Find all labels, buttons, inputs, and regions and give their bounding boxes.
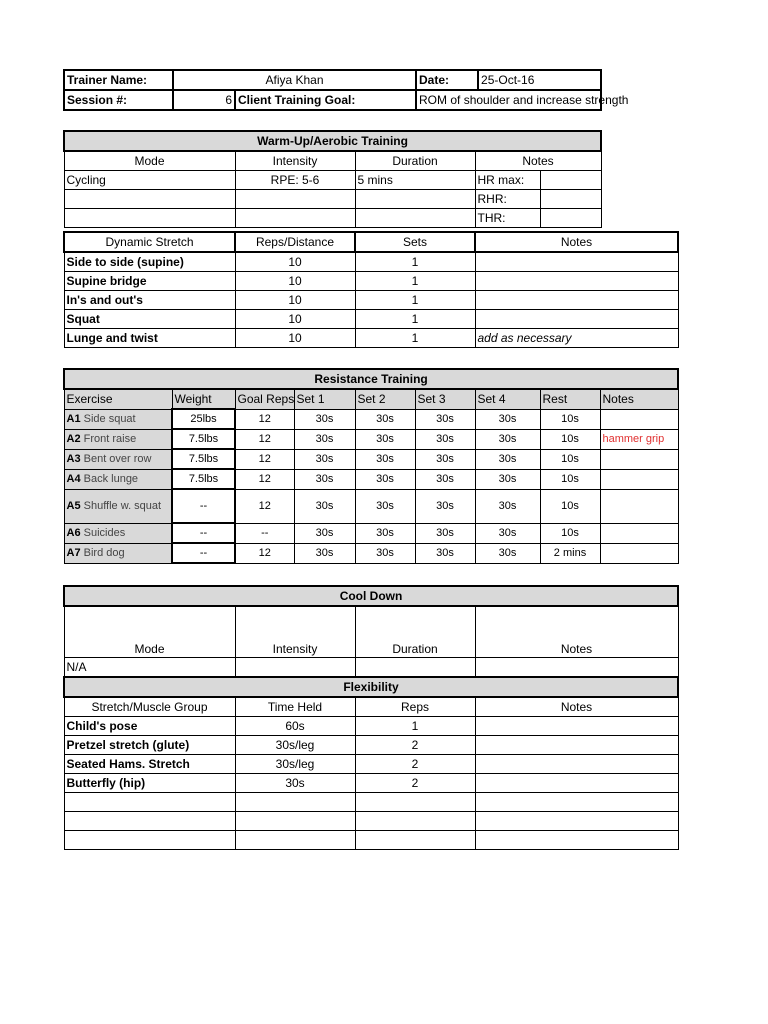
resistance-row	[64, 429, 678, 449]
goal-reps-cell[interactable]: 12	[235, 489, 294, 523]
warmup-empty-cell[interactable]	[355, 209, 475, 228]
dynamic-notes-cell[interactable]	[475, 291, 678, 310]
dynamic-col-stretch: Dynamic Stretch	[64, 232, 235, 252]
flex-row	[64, 812, 678, 831]
dynamic-stretch-name[interactable]: Supine bridge	[64, 272, 235, 291]
resistance-row	[64, 449, 678, 469]
set1-cell[interactable]: 30s	[294, 469, 355, 489]
dynamic-col-notes: Notes	[475, 232, 678, 252]
flexibility-title: Flexibility	[64, 677, 678, 697]
exercise-code: A2	[66, 433, 81, 445]
resistance-notes-cell[interactable]: hammer grip	[600, 429, 678, 449]
exercise-cell[interactable]	[64, 523, 172, 543]
flex-row	[64, 793, 678, 812]
flex-row	[64, 831, 678, 850]
exercise-cell[interactable]	[64, 469, 172, 489]
exercise-code: A5	[66, 500, 81, 512]
goal-reps-cell[interactable]: 12	[235, 469, 294, 489]
set1-cell[interactable]: 30s	[294, 523, 355, 543]
weight-cell[interactable]: --	[172, 523, 235, 543]
flex-stretch-name[interactable]	[64, 831, 235, 850]
dynamic-row	[64, 272, 678, 291]
flex-row	[64, 736, 678, 755]
dynamic-row	[64, 310, 678, 329]
warmup-intensity-cell[interactable]: RPE: 5-6	[235, 171, 355, 190]
exercise-name: Front raise	[83, 433, 137, 445]
flex-reps-cell[interactable]: 2	[355, 774, 475, 793]
dynamic-col-reps: Reps/Distance	[235, 232, 355, 252]
set1-cell[interactable]: 30s	[294, 489, 355, 523]
resistance-col-set3: Set 3	[415, 389, 475, 409]
weight-cell[interactable]: 7.5lbs	[172, 449, 235, 469]
dynamic-stretch-name[interactable]: Squat	[64, 310, 235, 329]
rest-cell[interactable]: 10s	[540, 409, 600, 429]
exercise-cell[interactable]	[64, 449, 172, 469]
date-label: Date:	[416, 70, 478, 90]
dynamic-notes-cell[interactable]	[475, 272, 678, 291]
flex-time-cell[interactable]	[235, 793, 355, 812]
rest-cell[interactable]: 10s	[540, 449, 600, 469]
rest-cell[interactable]: 10s	[540, 489, 600, 523]
warmup-title: Warm-Up/Aerobic Training	[64, 131, 601, 151]
weight-cell[interactable]: --	[172, 543, 235, 563]
set2-cell[interactable]: 30s	[355, 523, 415, 543]
rhr-label: RHR:	[475, 190, 540, 209]
resistance-col-weight: Weight	[172, 389, 235, 409]
cooldown-col-duration: Duration	[355, 606, 475, 658]
goal-reps-cell[interactable]: 12	[235, 449, 294, 469]
resistance-col-exercise: Exercise	[64, 389, 172, 409]
dynamic-sets-cell[interactable]: 1	[355, 310, 475, 329]
warmup-col-duration: Duration	[355, 151, 475, 171]
resistance-col-goal-reps: Goal Reps	[235, 389, 294, 409]
exercise-name: Suicides	[83, 527, 126, 539]
set1-cell[interactable]: 30s	[294, 449, 355, 469]
flex-notes-cell[interactable]	[475, 774, 678, 793]
warmup-empty-cell[interactable]	[64, 209, 235, 228]
goal-reps-cell[interactable]: 12	[235, 409, 294, 429]
flex-time-cell[interactable]: 30s/leg	[235, 755, 355, 774]
warmup-empty-cell[interactable]	[235, 209, 355, 228]
warmup-col-intensity: Intensity	[235, 151, 355, 171]
thr-label: THR:	[475, 209, 540, 228]
exercise-code: A7	[66, 547, 81, 559]
warmup-table	[63, 130, 602, 228]
flex-row	[64, 755, 678, 774]
resistance-notes-cell[interactable]	[600, 543, 678, 563]
exercise-code: A3	[66, 453, 81, 465]
weight-cell[interactable]: 7.5lbs	[172, 469, 235, 489]
flex-reps-cell[interactable]	[355, 831, 475, 850]
exercise-name: Bird dog	[83, 547, 125, 559]
exercise-code: A4	[66, 473, 81, 485]
dynamic-sets-cell[interactable]: 1	[355, 252, 475, 272]
goal-reps-cell[interactable]: 12	[235, 429, 294, 449]
warmup-duration-cell[interactable]: 5 mins	[355, 171, 475, 190]
weight-cell[interactable]: 7.5lbs	[172, 429, 235, 449]
set3-cell[interactable]: 30s	[415, 543, 475, 563]
warmup-col-mode: Mode	[64, 151, 235, 171]
dynamic-row	[64, 252, 678, 272]
set3-cell[interactable]: 30s	[415, 449, 475, 469]
cooldown-table	[63, 585, 679, 850]
weight-cell[interactable]: 25lbs	[172, 409, 235, 429]
cooldown-mode-cell[interactable]: N/A	[64, 658, 235, 678]
session-label: Session #:	[64, 90, 173, 110]
dynamic-reps-cell[interactable]: 10	[235, 272, 355, 291]
dynamic-col-sets: Sets	[355, 232, 475, 252]
cooldown-title: Cool Down	[64, 586, 678, 606]
flex-time-cell[interactable]	[235, 812, 355, 831]
warmup-empty-cell[interactable]	[64, 190, 235, 209]
resistance-table	[63, 368, 679, 564]
dynamic-sets-cell[interactable]: 1	[355, 329, 475, 348]
dynamic-notes-cell[interactable]	[475, 310, 678, 329]
set2-cell[interactable]: 30s	[355, 449, 415, 469]
resistance-row	[64, 409, 678, 429]
flex-reps-cell[interactable]	[355, 812, 475, 831]
flex-reps-cell[interactable]: 1	[355, 717, 475, 736]
flex-time-cell[interactable]: 60s	[235, 717, 355, 736]
resistance-col-set1: Set 1	[294, 389, 355, 409]
resistance-row	[64, 469, 678, 489]
session-value[interactable]: 6	[173, 90, 235, 110]
resistance-notes-cell[interactable]	[600, 409, 678, 429]
set3-cell[interactable]: 30s	[415, 523, 475, 543]
flex-notes-cell[interactable]	[475, 717, 678, 736]
dynamic-reps-cell[interactable]: 10	[235, 291, 355, 310]
dynamic-stretch-name[interactable]: Lunge and twist	[64, 329, 235, 348]
flex-col-time: Time Held	[235, 697, 355, 717]
warmup-mode-cell[interactable]: Cycling	[64, 171, 235, 190]
set3-cell[interactable]: 30s	[415, 469, 475, 489]
flex-notes-cell[interactable]	[475, 755, 678, 774]
dynamic-stretch-name[interactable]: In's and out's	[64, 291, 235, 310]
set2-cell[interactable]: 30s	[355, 543, 415, 563]
flex-stretch-name[interactable]: Butterfly (hip)	[64, 774, 235, 793]
dynamic-sets-cell[interactable]: 1	[355, 272, 475, 291]
cooldown-intensity-cell[interactable]	[235, 658, 355, 678]
exercise-name: Side squat	[83, 413, 136, 425]
set1-cell[interactable]: 30s	[294, 543, 355, 563]
set4-cell[interactable]: 30s	[475, 489, 540, 523]
exercise-code: A1	[66, 413, 81, 425]
exercise-cell[interactable]	[64, 429, 172, 449]
flex-stretch-name[interactable]: Pretzel stretch (glute)	[64, 736, 235, 755]
flex-col-reps: Reps	[355, 697, 475, 717]
flex-time-cell[interactable]	[235, 831, 355, 850]
resistance-notes-cell[interactable]	[600, 469, 678, 489]
set2-cell[interactable]: 30s	[355, 429, 415, 449]
flex-stretch-name[interactable]	[64, 812, 235, 831]
trainer-name-value[interactable]: Afiya Khan	[173, 70, 416, 90]
resistance-title: Resistance Training	[64, 369, 678, 389]
resistance-col-set4: Set 4	[475, 389, 540, 409]
dynamic-reps-cell[interactable]: 10	[235, 310, 355, 329]
resistance-col-set2: Set 2	[355, 389, 415, 409]
hr-max-label: HR max:	[475, 171, 540, 190]
cooldown-col-mode: Mode	[64, 606, 235, 658]
dynamic-reps-cell[interactable]: 10	[235, 329, 355, 348]
flex-notes-cell[interactable]	[475, 812, 678, 831]
goal-label	[235, 90, 416, 110]
set4-cell[interactable]: 30s	[475, 543, 540, 563]
set3-cell[interactable]: 30s	[415, 429, 475, 449]
flex-col-stretch: Stretch/Muscle Group	[64, 697, 235, 717]
warmup-empty-cell[interactable]	[355, 190, 475, 209]
set4-cell[interactable]: 30s	[475, 469, 540, 489]
thr-value[interactable]	[540, 209, 601, 228]
resistance-notes-cell[interactable]	[600, 489, 678, 523]
cooldown-duration-cell[interactable]	[355, 658, 475, 678]
set1-cell[interactable]: 30s	[294, 409, 355, 429]
set4-cell[interactable]: 30s	[475, 523, 540, 543]
resistance-row	[64, 543, 678, 563]
weight-cell[interactable]: --	[172, 489, 235, 523]
flex-time-cell[interactable]: 30s/leg	[235, 736, 355, 755]
flex-notes-cell[interactable]	[475, 831, 678, 850]
resistance-notes-cell[interactable]	[600, 523, 678, 543]
exercise-name: Back lunge	[83, 473, 139, 485]
set4-cell[interactable]: 30s	[475, 429, 540, 449]
exercise-cell[interactable]	[64, 489, 172, 523]
warmup-empty-cell[interactable]	[235, 190, 355, 209]
set2-cell[interactable]: 30s	[355, 489, 415, 523]
resistance-row	[64, 523, 678, 543]
resistance-col-rest: Rest	[540, 389, 600, 409]
cooldown-col-notes: Notes	[475, 606, 678, 658]
goal-value[interactable]: ROM of shoulder and increase strength	[416, 90, 601, 110]
exercise-name: Shuffle w. squat	[83, 500, 162, 512]
hr-max-value[interactable]	[540, 171, 601, 190]
flex-reps-cell[interactable]	[355, 793, 475, 812]
resistance-row	[64, 489, 678, 523]
rest-cell[interactable]: 10s	[540, 469, 600, 489]
flex-row	[64, 717, 678, 736]
goal-label-text: Client Training Goal:	[238, 93, 356, 107]
date-value[interactable]: 25-Oct-16	[478, 70, 601, 90]
exercise-cell[interactable]	[64, 409, 172, 429]
trainer-name-label: Trainer Name:	[64, 70, 173, 90]
exercise-cell[interactable]	[64, 543, 172, 563]
set3-cell[interactable]: 30s	[415, 409, 475, 429]
warmup-col-notes: Notes	[475, 151, 601, 171]
dynamic-reps-cell[interactable]: 10	[235, 252, 355, 272]
cooldown-notes-cell[interactable]	[475, 658, 678, 678]
flex-reps-cell[interactable]: 2	[355, 755, 475, 774]
set3-cell[interactable]: 30s	[415, 489, 475, 523]
resistance-col-notes: Notes	[600, 389, 678, 409]
set1-cell[interactable]: 30s	[294, 429, 355, 449]
goal-reps-cell[interactable]: --	[235, 523, 294, 543]
rest-cell[interactable]: 2 mins	[540, 543, 600, 563]
flex-col-notes: Notes	[475, 697, 678, 717]
flex-time-cell[interactable]: 30s	[235, 774, 355, 793]
flex-reps-cell[interactable]: 2	[355, 736, 475, 755]
rest-cell[interactable]: 10s	[540, 523, 600, 543]
dynamic-stretch-name[interactable]: Side to side (supine)	[64, 252, 235, 272]
rhr-value[interactable]	[540, 190, 601, 209]
set4-cell[interactable]: 30s	[475, 409, 540, 429]
rest-cell[interactable]: 10s	[540, 429, 600, 449]
dynamic-notes-cell[interactable]	[475, 252, 678, 272]
exercise-name: Bent over row	[83, 453, 152, 465]
set2-cell[interactable]: 30s	[355, 409, 415, 429]
goal-reps-cell[interactable]: 12	[235, 543, 294, 563]
flex-notes-cell[interactable]	[475, 736, 678, 755]
exercise-code: A6	[66, 527, 81, 539]
dynamic-row	[64, 291, 678, 310]
cooldown-col-intensity: Intensity	[235, 606, 355, 658]
flex-stretch-name[interactable]: Seated Hams. Stretch	[64, 755, 235, 774]
flex-row	[64, 774, 678, 793]
dynamic-sets-cell[interactable]: 1	[355, 291, 475, 310]
dynamic-row	[64, 329, 678, 348]
dynamic-stretch-table	[63, 231, 679, 348]
resistance-notes-cell[interactable]	[600, 449, 678, 469]
set4-cell[interactable]: 30s	[475, 449, 540, 469]
flex-stretch-name[interactable]	[64, 793, 235, 812]
flex-notes-cell[interactable]	[475, 793, 678, 812]
set2-cell[interactable]: 30s	[355, 469, 415, 489]
header-table	[63, 69, 629, 111]
dynamic-notes-cell[interactable]: add as necessary	[475, 329, 678, 348]
flex-stretch-name[interactable]: Child's pose	[64, 717, 235, 736]
